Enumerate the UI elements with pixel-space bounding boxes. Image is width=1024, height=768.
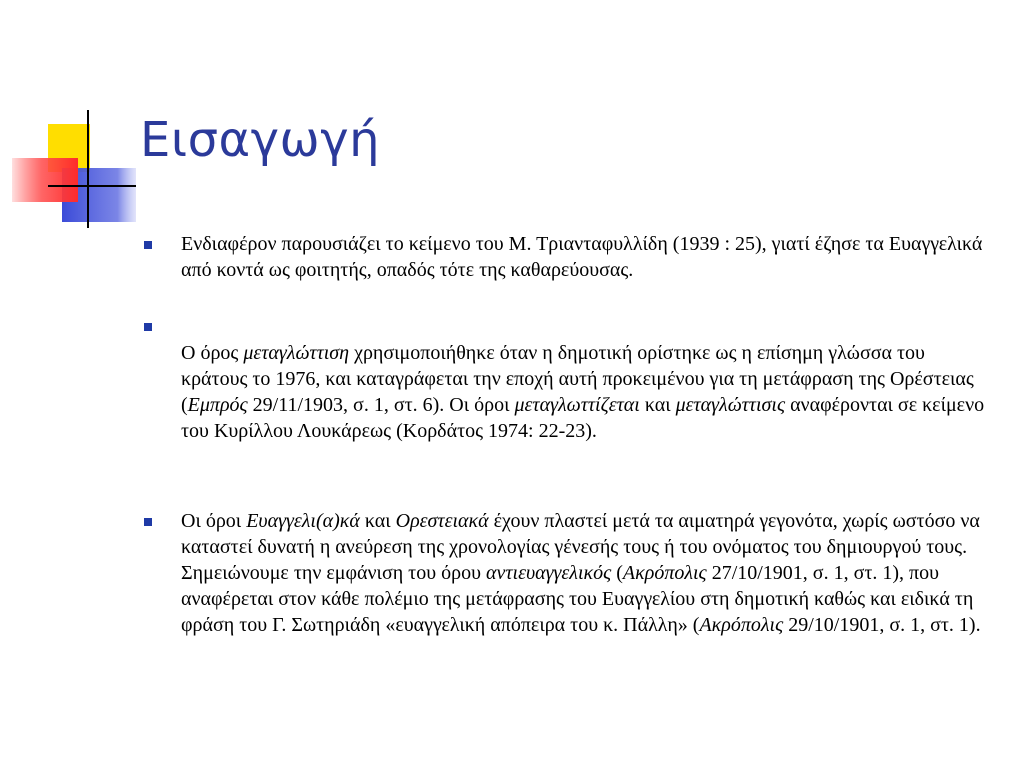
bullet-marker (144, 323, 152, 331)
paragraph-2-text: 29/11/1903, σ. 1, στ. 6). Οι όροι (247, 394, 515, 416)
source-akropolis: Ακρόπολις (622, 562, 707, 584)
paragraph-2-text: χρησιμοποιήθηκε όταν η δημοτική ορίστηκε ως η επίσημη γλώσσα του κράτους το 1976, και καταγράφεται την εποχή αυτή προκειμένου για τη μετάφραση της Ορέστειας ( (181, 342, 974, 416)
bullet-marker (144, 241, 152, 249)
term-metaglottizetai: μεταγλωττίζεται (514, 394, 640, 416)
source-empros: Εμπρός (187, 394, 248, 416)
bullet-marker (144, 518, 152, 526)
term-oresteiaka: Ορεστειακά (395, 510, 489, 532)
paragraph-2-text: Ο όρος (181, 342, 244, 364)
paragraph-2 (181, 340, 991, 444)
paragraph-3 (181, 508, 991, 638)
paragraph-3-text: 27/10/1901, σ. 1, στ. 1), που αναφέρεται στον κάθε πολέμιο της μετάφρασης του Ευαγγελίου στη δημοτική καθώς και ειδικά τη φράση του Γ. Σωτηριάδη «ευαγγελική απόπειρα του κ. Πάλλη» ( (181, 562, 974, 636)
paragraph-3-text: 29/10/1901, σ. 1, στ. 1). (783, 614, 981, 636)
paragraph-3-text: έχουν πλαστεί μετά τα αιματηρά γεγονότα, χωρίς ωστόσο να καταστεί δυνατή η ανεύρεση της χρονολογίας γένεσής τους ή του ονόματος του δημιουργού τους. Σημειώνουμε την εμφάνιση του όρου (181, 510, 980, 584)
paragraph-2-text: και (639, 394, 676, 416)
paragraph-3-text: ( (611, 562, 623, 584)
term-antievangelikos: αντιευαγγελικός (486, 562, 612, 584)
paragraph-1: Ενδιαφέρον παρουσιάζει το κείμενο του Μ. Τριανταφυλλίδη (1939 : 25), γιατί έζησε τα Ευαγγελικά από κοντά ως φοιτητής, οπαδός τότε της καθαρεύουσας. (181, 233, 983, 281)
source-akropolis: Ακρόπολις (699, 614, 784, 636)
paragraph-2-text: αναφέρονται σε κείμενο του Κυρίλλου Λουκάρεως (Κορδάτος 1974: 22-23). (181, 394, 985, 442)
term-evangelika: Ευαγγελι(α)κά (246, 510, 360, 532)
slide-title: Εισαγωγή (140, 112, 381, 168)
term-metaglottisi: μεταγλώττιση (243, 342, 350, 364)
paragraph-3-text: και (359, 510, 396, 532)
term-metaglottisis: μεταγλώττισις (675, 394, 786, 416)
paragraph-3-text: Οι όροι (181, 510, 247, 532)
logo-red-square (12, 158, 78, 202)
decorative-squares-logo (0, 0, 150, 240)
